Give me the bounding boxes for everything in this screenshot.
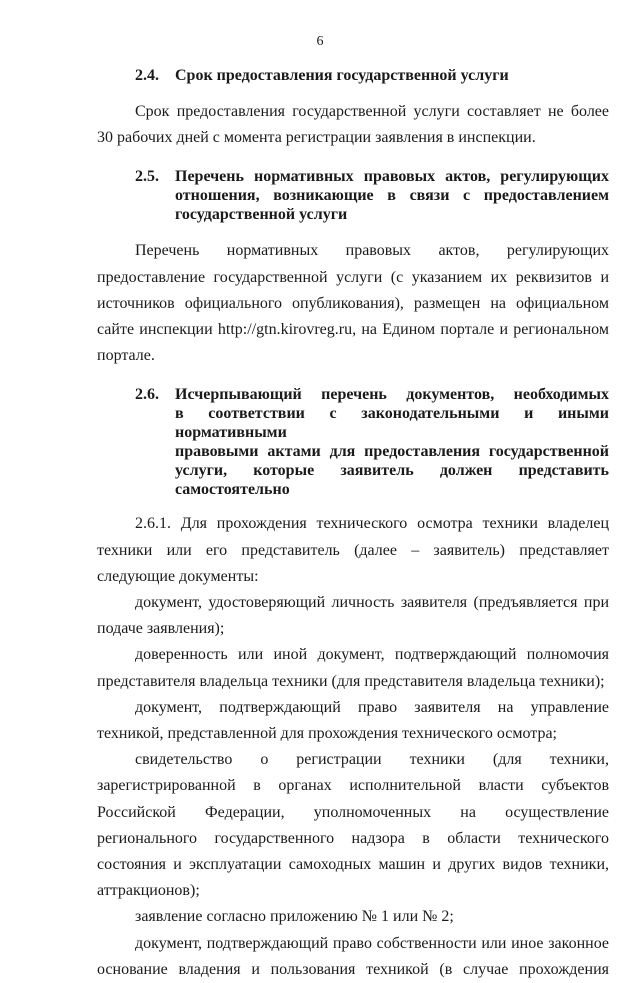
- section-number: 2.5.: [135, 168, 159, 186]
- section-number: 2.6.: [135, 386, 159, 404]
- section-title-line: Перечень нормативных правовых актов, регулирующих: [175, 168, 609, 186]
- section-number: 2.4.: [135, 67, 159, 84]
- paragraph: Перечень нормативных правовых актов, регулирующих предоставление государственной услуги (с указанием их реквизитов и источников официального опубликования), размещен на официальном сайте инспекции http://gtn.kirovreg.ru, на Едином портале и региональном портале.: [97, 242, 609, 365]
- paragraph: документ, подтверждающий право заявителя на управление техникой, представленной для прохождения технического осмотра;: [97, 698, 609, 743]
- document-body: [97, 58, 609, 983]
- section-title: [175, 385, 609, 499]
- section-title-line: правовыми актами для предоставления государственной: [175, 443, 609, 461]
- section-title-line: в соответствии с законодательными и иными нормативными: [175, 405, 609, 442]
- section-title-line: отношения, возникающие в связи с предоставлением: [175, 187, 609, 205]
- section-heading-2-5: [97, 167, 609, 224]
- section-heading-2-6: [97, 385, 609, 499]
- section-heading-2-4: [97, 66, 609, 85]
- section-title-line: государственной услуги: [175, 206, 348, 224]
- section-title-line: услуги, которые заявитель должен представить самостоятельно: [175, 462, 609, 499]
- page-number: 6: [316, 34, 324, 49]
- section-title-line: Исчерпывающий перечень документов, необходимых: [175, 386, 609, 404]
- paragraph: 2.6.1. Для прохождения технического осмотра техники владелец техники или его представитель (далее – заявитель) представляет следующие документы:: [97, 515, 609, 585]
- section-title: [175, 167, 609, 224]
- section-title-line: Срок предоставления государственной услуги: [175, 67, 509, 84]
- paragraph: заявление согласно приложению № 1 или № 2;: [135, 908, 454, 926]
- paragraph: документ, подтверждающий право собственности или иное законное основание владения и пользования техникой (в случае прохождения: [97, 934, 609, 978]
- paragraph: документ, удостоверяющий личность заявителя (предъявляется при подаче заявления);: [97, 594, 609, 638]
- paragraph: свидетельство о регистрации техники (для техники, зарегистрированной в органах исполнительной власти субъектов Российской Федерации, уполномоченных на осуществление регионального государственного надзора в области технического состояния и эксплуатации самоходных машин и других видов техники, аттракционов);: [97, 751, 609, 900]
- paragraph: доверенность или иной документ, подтверждающий полномочия представителя владельца техники (для представителя владельца техники);: [97, 646, 609, 690]
- section-title: [175, 66, 609, 85]
- paragraph: Срок предоставления государственной услуги составляет не более 30 рабочих дней с момента регистрации заявления в инспекции.: [97, 103, 609, 147]
